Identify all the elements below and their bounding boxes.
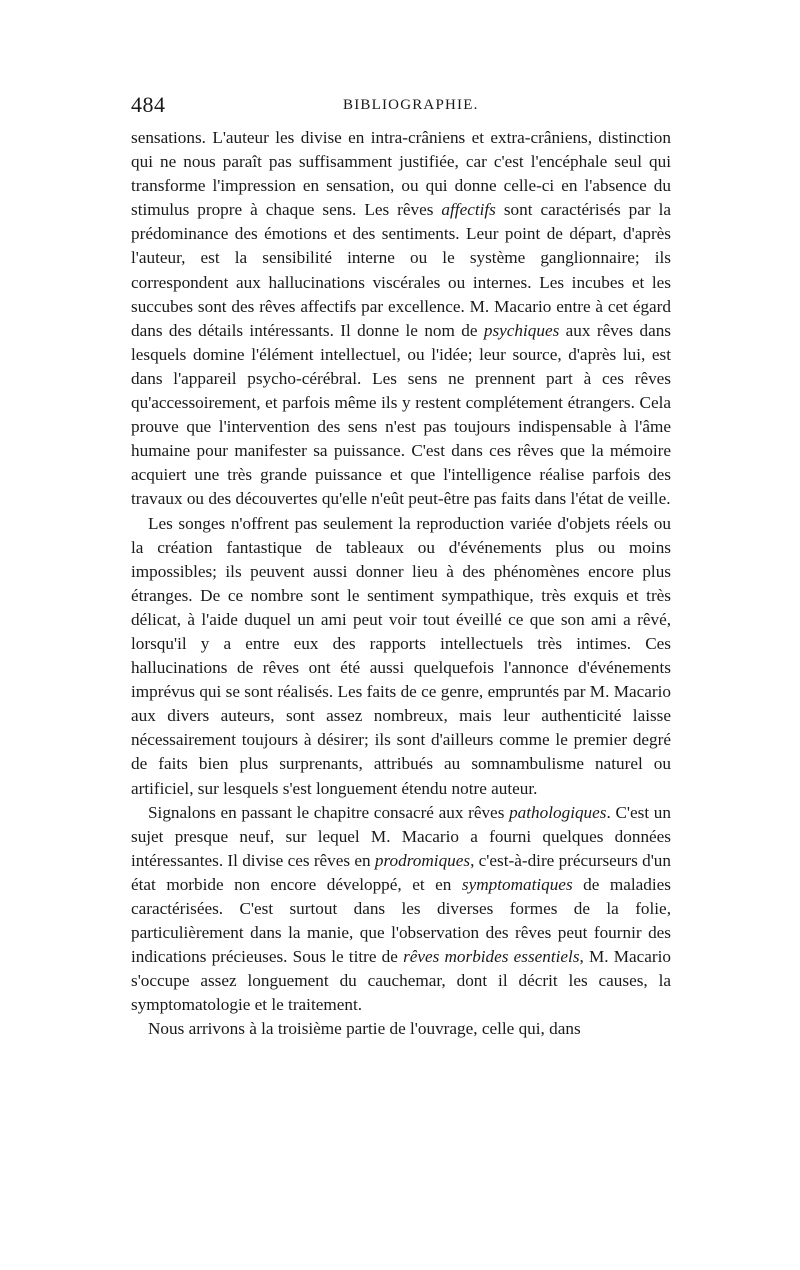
italic-term-prodromiques: prodromiques xyxy=(374,850,471,870)
text-run: Les songes n'offrent pas seulement la reproduction variée d'objets réels ou la création fantastique de tableaux ou d'événements plus ou moins impossibles; ils peuvent aussi donner lieu à des phénomènes encore plus étranges. De ce nombre sont le sentiment sympathique, très exquis et très délicat, à l'aide duquel un ami peut voir tout éveillé ce que son ami a rêvé, lorsqu'il y a entre eux des rapports intellectuels très intimes. Ces hallucinations de rêves ont été aussi quelquefois l'annonce d'événements imprévus qui se sont réalisés. Les faits de ce genre, empruntés par M. Macario aux divers auteurs, sont assez nombreux, mais leur authenticité laisse nécessairement toujours à désirer; ils sont d'ailleurs comme le premier degré de faits bien plus surprenants, attribués au somnambulisme naturel ou artificiel, sur lesquels s'est longuement étendu notre auteur. xyxy=(131,513,671,798)
text-run: , c'est-à-dire précurseurs d'un état morbide non encore développé, et en xyxy=(131,850,671,894)
page-header xyxy=(131,92,671,126)
book-page xyxy=(131,92,671,1042)
italic-term-reves-morbides: rêves morbides essentiels xyxy=(403,947,580,967)
paragraph-1 xyxy=(131,126,671,512)
italic-term-symptomatiques: symptomatiques xyxy=(461,874,573,894)
text-run: , M. Macario s'occupe assez longuement du cauchemar, dont il décrit les causes, la symptomatologie et le traitement. xyxy=(131,947,671,1015)
italic-term-pathologiques: pathologiques xyxy=(509,802,607,822)
text-run: sensations. L'auteur les divise en intra-crâniens et extra-crâniens, distinction qui ne nous paraît pas suffisamment justifiée, car c'est l'encéphale seul qui transforme l'impression en sensation, ou qui donne celle-ci en l'absence du stimulus propre à chaque sens. Les rêves xyxy=(131,128,671,220)
paragraph-4 xyxy=(131,1017,671,1041)
text-run: Signalons en passant le chapitre consacré aux rêves xyxy=(148,802,510,822)
text-run: Nous arrivons à la troisième partie de l'ouvrage, celle qui, dans xyxy=(148,1019,581,1039)
text-run: aux rêves dans lesquels domine l'élément intellectuel, ou l'idée; leur source, d'après lui, est dans l'appareil psycho-cérébral. Les sens ne prennent part à ces rêves qu'accessoirement, et parfois même ils y restent complétement étrangers. Cela prouve que l'intervention des sens n'est pas toujours indispensable à l'âme humaine pour manifester sa puissance. C'est dans ces rêves que la mémoire acquiert une très grande puissance et que l'intelligence réalise parfois des travaux ou des découvertes qu'elle n'eût peut-être pas faits dans l'état de veille. xyxy=(131,320,671,509)
running-title: BIBLIOGRAPHIE. xyxy=(343,97,479,113)
italic-term-affectifs: affectifs xyxy=(441,200,496,220)
text-run: . C'est un sujet presque neuf, sur lequel M. Macario a fourni quelques données intéressantes. Il divise ces rêves en xyxy=(131,802,671,870)
paragraph-2 xyxy=(131,512,671,801)
body-text xyxy=(131,126,671,1042)
italic-term-psychiques: psychiques xyxy=(483,320,560,340)
text-run: sont caractérisés par la prédominance des émotions et des sentiments. Leur point de départ, d'après l'auteur, est la sensibilité interne ou le système ganglionnaire; ils correspondent aux hallucinations viscérales ou internes. Les incubes et les succubes sont des rêves affectifs par excellence. M. Macario entre à cet égard dans des détails intéressants. Il donne le nom de xyxy=(131,200,672,340)
page-number: 484 xyxy=(131,92,166,117)
paragraph-3 xyxy=(131,801,671,1018)
text-run: de maladies caractérisées. C'est surtout dans les diverses formes de la folie, particulièrement dans la manie, que l'observation des rêves peut fournir des indications précieuses. Sous le titre de xyxy=(131,874,671,967)
